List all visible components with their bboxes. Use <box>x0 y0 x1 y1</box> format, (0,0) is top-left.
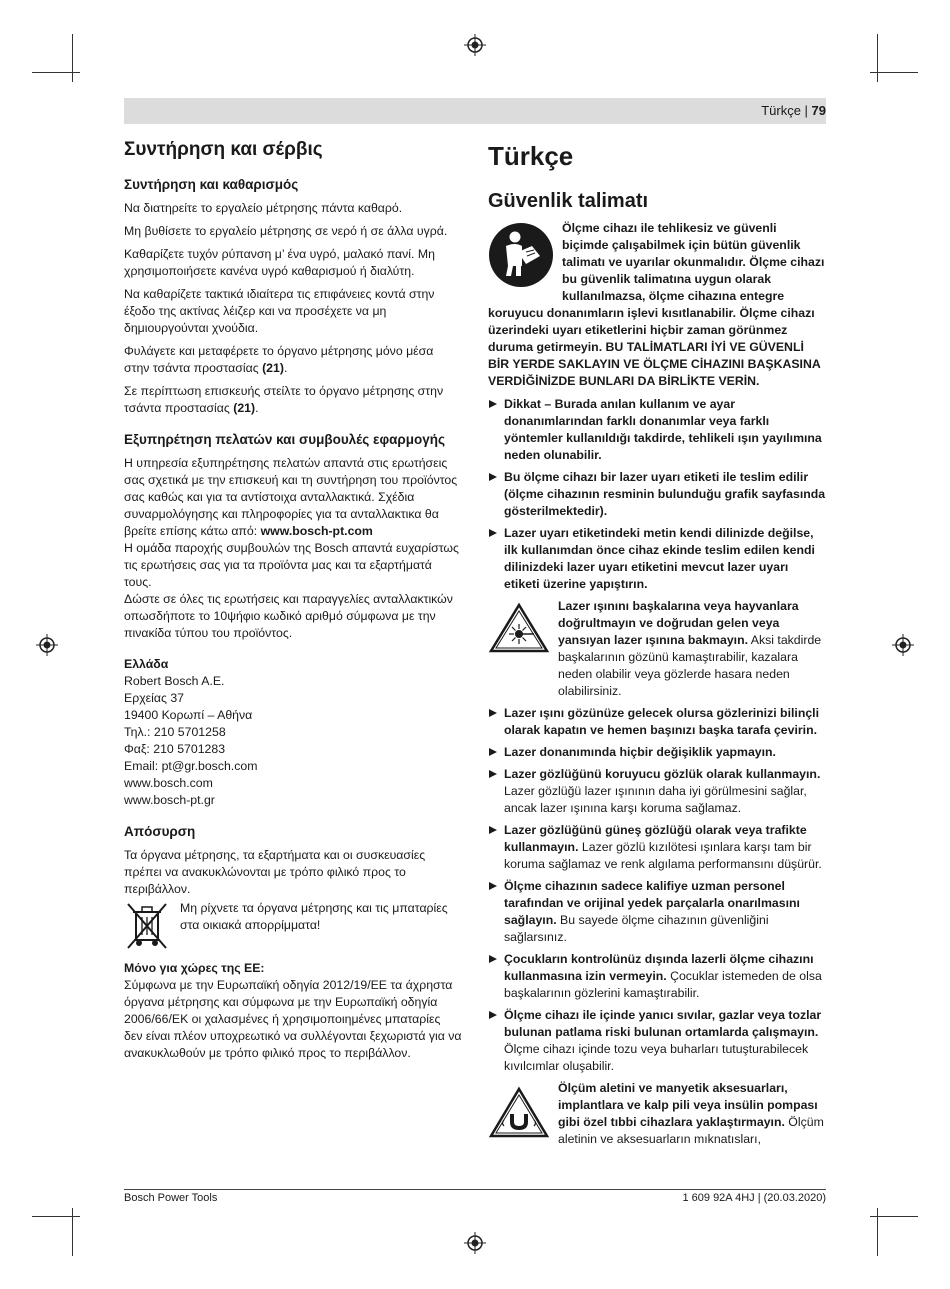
left-column <box>124 138 462 1062</box>
disposal-heading: Απόσυρση <box>124 824 196 839</box>
paragraph: Η υπηρεσία εξυπηρέτησης πελατών απαντά στις ερωτήσεις σας σχετικά με την επισκευή και τη συντήρηση του προϊόντος σας καθώς και για τα αντίστοιχα ανταλλακτικά. Σχέδια συναρμολόγησης και πληροφορίες για τα ανταλλακτικα θα βρείτε επίσης κάτω από: www.bosch-pt.com <box>124 456 458 538</box>
magnet-warning <box>488 1080 826 1148</box>
address-block <box>124 673 462 809</box>
crossed-bin-icon <box>124 900 172 952</box>
paragraph: Να καθαρίζετε τακτικά ιδιαίτερα τις επιφάνειες κοντά στην έξοδο της ακτίνας λέιζερ και να προσέχετε να μη δημιουργούνται χνούδια. <box>124 287 435 335</box>
bullet-item: Lazer gözlüğünü güneş gözlüğü olarak veya trafikte kullanmayın. Lazer gözlü kızılötesi ışınlara karşı tam bir koruma sağlamaz ve renk algılama performansını düşürür. <box>488 822 826 873</box>
paragraph: Φυλάγετε και μεταφέρετε το όργανο μέτρησης μόνο μέσα στην τσάντα προστασίας (21). <box>124 344 434 375</box>
service-heading: Εξυπηρέτηση πελατών και συμβουλές εφαρμογής <box>124 432 446 447</box>
address-line: www.bosch.com <box>124 776 213 790</box>
bullet-item: Dikkat – Burada anılan kullanım ve ayar donanımlarından farklı donanımlar veya farklı yöntemler kullanıldığı takdirde, tehlikeli ışın yayılımına neden olunabilir. <box>488 396 826 464</box>
bullet-item: Lazer uyarı etiketindeki metin kendi dilinizde değilse, ilk kullanımdan önce cihaz ekinde teslim edilen kendi dilinizdeki lazer uyarı etiketini mevcut lazer uyarı etiketi üzerine yapıştırın. <box>488 525 826 593</box>
paragraph: Ölçme cihazı ile tehlikesiz ve güvenli biçimde çalışabilmek için bütün güvenlik talimatı ve uyarılar okunmalıdır. Ölçme cihazı bu güvenlik talimatına uygun olarak kullanılmazsa, ölçme cihazına entegre koruyucu donanımların işlevi kısıtlanabilir. Ölçme cihazı üzerindeki uyarı etiketlerini hiçbir zaman görünmez duruma getirmeyin. BU TALİMATLARI İYİ VE GÜVENLİ BİR YERDE SAKLAYIN VE ÖLÇME CİHAZINI BAŞKASINA VERDİĞİNİZDE BUNLARI DA BİRLİKTE VERİN. <box>488 221 825 388</box>
bullet-item: Lazer ışını gözünüze gelecek olursa gözlerinizi bilinçli olarak kapatın ve hemen başınızı başka tarafa çevirin. <box>488 705 826 739</box>
header-bar <box>124 98 826 124</box>
footer-brand: Bosch Power Tools <box>124 1192 218 1204</box>
magnet-warning-icon <box>488 1086 550 1140</box>
section-title: Συντήρηση και σέρβις <box>124 139 323 160</box>
registration-mark-icon <box>464 1232 486 1254</box>
eu-heading: Μόνο για χώρες της ΕΕ: <box>124 961 265 975</box>
crop-mark <box>877 34 878 82</box>
disposal-note <box>124 900 462 952</box>
laser-warning-icon <box>488 602 550 654</box>
bullet-item: Ölçme cihazının sadece kalifiye uzman personel tarafından ve orijinal yedek parçalarla onarılmasını sağlayın. Bu sayede ölçme cihazının güvenliğini sağlarsınız. <box>488 878 826 946</box>
paragraph: Καθαρίζετε τυχόν ρύπανση μ’ ένα υγρό, μαλακό πανί. Μη χρησιμοποιήσετε κανένα υγρό καθαρισμού ή διαλύτη. <box>124 247 435 278</box>
crop-mark <box>72 34 73 82</box>
address-line: www.bosch-pt.gr <box>124 793 215 807</box>
bullet-item: Ölçme cihazı ile içinde yanıcı sıvılar, gazlar veya tozlar bulunan patlama riski bulunan ortamlarda çalışmayın. Ölçme cihazı içinde tozu veya buharları tutuşturabilecek kıvılcımlar oluşabilir. <box>488 1007 826 1075</box>
laser-warning <box>488 598 826 700</box>
registration-mark-icon <box>892 634 914 656</box>
paragraph: Ölçüm aletini ve manyetik aksesuarları, implantlara ve kalp pili veya insülin pompası gibi özel tıbbi cihazlara yaklaştırmayın. Ölçüm aletinin ve aksesuarların mıknatısları, <box>558 1081 824 1146</box>
crop-mark <box>32 72 80 73</box>
bullet-item: Lazer gözlüğünü koruyucu gözlük olarak kullanmayın. Lazer gözlüğü lazer ışınının daha iyi görülmesini sağlar, ancak lazer ışınına karşı koruma sağlamaz. <box>488 766 826 817</box>
address-line: Email: pt@gr.bosch.com <box>124 759 258 773</box>
footer-rule <box>124 1189 826 1190</box>
language-title: Türkçe <box>488 141 574 171</box>
address-line: 19400 Κορωπί – Αθήνα <box>124 708 253 722</box>
paragraph: Σε περίπτωση επισκευής στείλτε το όργανο μέτρησης στην τσάντα προστασίας (21). <box>124 384 444 415</box>
crop-mark <box>870 72 918 73</box>
right-column <box>488 140 826 1154</box>
footer-code: 1 609 92A 4HJ | (20.03.2020) <box>682 1192 826 1204</box>
maintenance-heading: Συντήρηση και καθαρισμός <box>124 177 299 192</box>
address-line: Robert Bosch A.E. <box>124 674 225 688</box>
address-line: Ερχείας 37 <box>124 691 184 705</box>
address-line: Φαξ: 210 5701283 <box>124 742 226 756</box>
address-line: Τηλ.: 210 5701258 <box>124 725 226 739</box>
header-language: Türkçe <box>761 103 801 118</box>
paragraph: Lazer ışınını başkalarına veya hayvanlara doğrultmayın ve doğrudan gelen veya yansıyan lazer ışınına bakmayın. Aksi takdirde başkalarının gözünü kamaştırabilir, kazalara neden olabilir veya gözlerde hasara neden olabilirsiniz. <box>558 599 822 698</box>
bullet-item: Lazer donanımında hiçbir değişiklik yapmayın. <box>488 744 826 761</box>
bullet-item: Bu ölçme cihazı bir lazer uyarı etiketi ile teslim edilir (ölçme cihazının resminin bulunduğu grafik sayfasında gösterilmektedir). <box>488 469 826 520</box>
country-heading: Ελλάδα <box>124 657 169 671</box>
crop-mark <box>32 1216 80 1217</box>
paragraph: Μη ρίχνετε τα όργανα μέτρησης και τις μπαταρίες στα οικιακά απορρίμματα! <box>180 901 448 932</box>
paragraph: Να διατηρείτε το εργαλείο μέτρησης πάντα καθαρό. <box>124 201 403 215</box>
registration-mark-icon <box>464 34 486 56</box>
running-header: Türkçe | 79 <box>761 103 826 118</box>
paragraph: Τα όργανα μέτρησης, τα εξαρτήματα και οι συσκευασίες πρέπει να ανακυκλώνονται με τρόπο φιλικό προς το περιβάλλον. <box>124 848 426 896</box>
page-number: 79 <box>811 103 826 118</box>
paragraph: Σύμφωνα με την Ευρωπαϊκή οδηγία 2012/19/ΕΕ τα άχρηστα όργανα μέτρησης και σύμφωνα με την Ευρωπαϊκή οδηγία 2006/66/ΕΚ οι χαλασμένες ή χρησιμοποιημένες μπαταρίες δεν είναι πλέον υποχρεωτικό να συλλέγονται ξεχωριστά για να ανακυκλωθούν με τρόπο φιλικό προς το περιβάλλον. <box>124 978 462 1060</box>
registration-mark-icon <box>36 634 58 656</box>
paragraph: Η ομάδα παροχής συμβουλών της Bosch απαντά ευχαρίστως τις ερωτήσεις σας για τα προϊόντα μας και τα εξαρτήματά τους. <box>124 541 459 589</box>
read-manual-icon <box>488 222 554 288</box>
safety-heading: Güvenlik talimatı <box>488 190 649 212</box>
crop-mark <box>870 1216 918 1217</box>
service-link: www.bosch-pt.com <box>260 524 373 538</box>
bullet-item: Çocukların kontrolünüz dışında lazerli ölçme cihazını kullanmasına izin vermeyin. Çocuklar istemeden de olsa başkalarının gözlerini kamaştırabilir. <box>488 951 826 1002</box>
safety-intro <box>488 220 826 390</box>
paragraph: Μη βυθίσετε το εργαλείο μέτρησης σε νερό ή σε άλλα υγρά. <box>124 224 448 238</box>
paragraph: Δώστε σε όλες τις ερωτήσεις και παραγγελίες ανταλλακτικών οπωσδήποτε το 10ψήφιο κωδικό αριθμό σύμφωνα με την πινακίδα τύπου του προϊόντος. <box>124 592 453 640</box>
